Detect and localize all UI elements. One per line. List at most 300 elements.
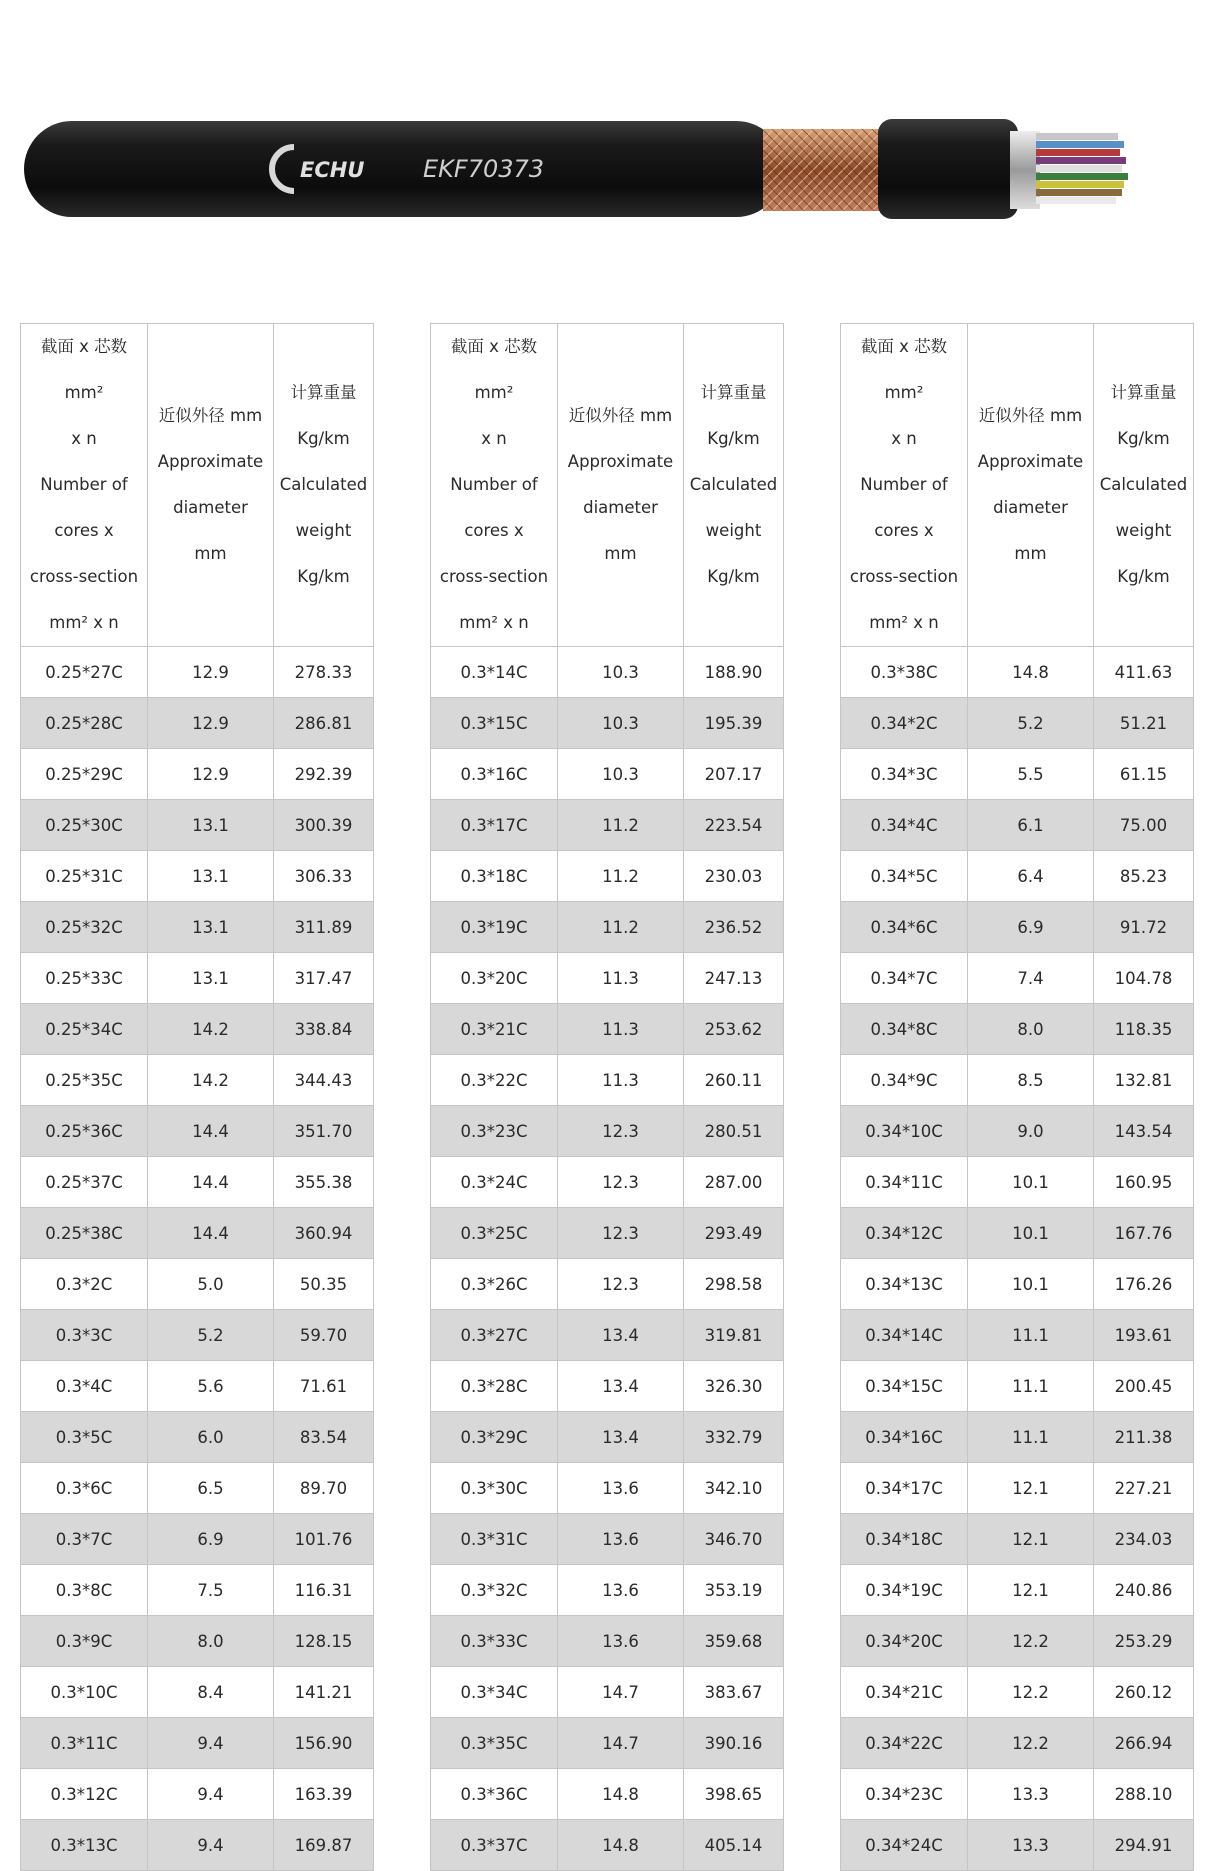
cell-diameter: 14.7 [558,1718,684,1769]
cable-product-image [18,95,1138,245]
header-line: cores x [464,521,524,540]
cell-cross-section: 0.34*19C [841,1565,968,1616]
cell-diameter: 8.5 [968,1055,1094,1106]
header-line: Number of [450,475,538,494]
table-row [21,1820,374,1871]
table-row [841,1412,1194,1463]
cell-cross-section: 0.25*27C [21,647,148,698]
cell-cross-section: 0.34*21C [841,1667,968,1718]
cell-weight: 293.49 [684,1208,784,1259]
table-row [21,1718,374,1769]
cell-weight: 332.79 [684,1412,784,1463]
cell-weight: 101.76 [274,1514,374,1565]
cell-diameter: 12.3 [558,1208,684,1259]
cell-cross-section: 0.3*37C [431,1820,558,1871]
header-line: 计算重量 [290,383,357,402]
cell-weight: 156.90 [274,1718,374,1769]
cell-weight: 353.19 [684,1565,784,1616]
cell-cross-section: 0.3*38C [841,647,968,698]
table-row [431,698,784,749]
cell-diameter: 11.3 [558,1004,684,1055]
table-row [841,1514,1194,1565]
cell-cross-section: 0.34*17C [841,1463,968,1514]
table-row [841,953,1194,1004]
table-row [841,698,1194,749]
cell-weight: 306.33 [274,851,374,902]
cell-weight: 143.54 [1094,1106,1194,1157]
cell-cross-section: 0.34*16C [841,1412,968,1463]
cell-weight: 317.47 [274,953,374,1004]
cell-diameter: 11.3 [558,1055,684,1106]
cell-diameter: 5.5 [968,749,1094,800]
cell-diameter: 10.1 [968,1208,1094,1259]
cell-cross-section: 0.34*20C [841,1616,968,1667]
table-row [431,1004,784,1055]
cell-weight: 132.81 [1094,1055,1194,1106]
cell-diameter: 6.0 [148,1412,274,1463]
cell-diameter: 5.2 [968,698,1094,749]
cell-weight: 167.76 [1094,1208,1194,1259]
cell-weight: 405.14 [684,1820,784,1871]
header-line: 近似外径 mm [568,406,673,425]
header-line: 截面 x 芯数 mm² [40,337,128,402]
cell-cross-section: 0.25*28C [21,698,148,749]
cell-diameter: 14.4 [148,1208,274,1259]
cell-weight: 288.10 [1094,1769,1194,1820]
cell-weight: 234.03 [1094,1514,1194,1565]
cell-cross-section: 0.25*30C [21,800,148,851]
cell-diameter: 11.3 [558,953,684,1004]
cell-diameter: 13.6 [558,1463,684,1514]
cell-cross-section: 0.3*26C [431,1259,558,1310]
header-line: Kg/km [707,429,760,448]
table-header-row [21,324,374,647]
header-diameter [148,324,274,647]
cell-weight: 71.61 [274,1361,374,1412]
cell-weight: 266.94 [1094,1718,1194,1769]
header-cross-section [431,324,558,647]
cell-cross-section: 0.3*34C [431,1667,558,1718]
cell-weight: 411.63 [1094,647,1194,698]
cell-cross-section: 0.34*6C [841,902,968,953]
cell-weight: 118.35 [1094,1004,1194,1055]
table-row [21,1463,374,1514]
svg-text:ECHU: ECHU [300,158,365,182]
cell-cross-section: 0.34*3C [841,749,968,800]
table-row [21,1208,374,1259]
cell-weight: 227.21 [1094,1463,1194,1514]
table-header-row [841,324,1194,647]
cell-cross-section: 0.34*14C [841,1310,968,1361]
cell-cross-section: 0.3*8C [21,1565,148,1616]
cell-cross-section: 0.3*36C [431,1769,558,1820]
cell-cross-section: 0.3*4C [21,1361,148,1412]
table-row [841,1361,1194,1412]
cell-diameter: 13.4 [558,1412,684,1463]
cell-cross-section: 0.3*19C [431,902,558,953]
cell-diameter: 6.4 [968,851,1094,902]
cell-weight: 300.39 [274,800,374,851]
cell-cross-section: 0.34*24C [841,1820,968,1871]
cell-weight: 200.45 [1094,1361,1194,1412]
cell-cross-section: 0.3*30C [431,1463,558,1514]
cell-diameter: 12.2 [968,1718,1094,1769]
cell-diameter: 10.1 [968,1157,1094,1208]
header-line: cross-section [29,567,139,586]
table-row [431,953,784,1004]
cell-weight: 280.51 [684,1106,784,1157]
cell-weight: 253.62 [684,1004,784,1055]
table-row [841,800,1194,851]
header-line: 计算重量 [1110,383,1177,402]
table-row [841,1565,1194,1616]
cell-cross-section: 0.34*12C [841,1208,968,1259]
cell-diameter: 8.4 [148,1667,274,1718]
cell-diameter: 5.6 [148,1361,274,1412]
spec-table-3 [840,323,1194,1871]
table-row [431,1208,784,1259]
table-row [841,1463,1194,1514]
header-line: Approximate [157,452,264,471]
cell-cross-section: 0.3*33C [431,1616,558,1667]
cell-cross-section: 0.3*28C [431,1361,558,1412]
cell-cross-section: 0.34*8C [841,1004,968,1055]
table-row [431,1820,784,1871]
table-row [431,1769,784,1820]
table-row [21,902,374,953]
cell-diameter: 10.3 [558,647,684,698]
cell-cross-section: 0.34*15C [841,1361,968,1412]
cell-weight: 59.70 [274,1310,374,1361]
cell-weight: 390.16 [684,1718,784,1769]
cell-weight: 128.15 [274,1616,374,1667]
table-row [841,1667,1194,1718]
header-cross-section [21,324,148,647]
cell-weight: 240.86 [1094,1565,1194,1616]
cell-cross-section: 0.34*23C [841,1769,968,1820]
header-line: 近似外径 mm [158,406,263,425]
table-row [21,1616,374,1667]
cell-diameter: 5.0 [148,1259,274,1310]
cell-weight: 326.30 [684,1361,784,1412]
cell-diameter: 13.6 [558,1514,684,1565]
table-row [21,1412,374,1463]
cell-diameter: 12.3 [558,1157,684,1208]
table-row [431,1157,784,1208]
cell-weight: 260.11 [684,1055,784,1106]
cell-diameter: 11.1 [968,1361,1094,1412]
table-row [21,1310,374,1361]
header-line: Calculated [689,475,778,494]
cell-weight: 91.72 [1094,902,1194,953]
cell-diameter: 10.1 [968,1259,1094,1310]
cell-weight: 141.21 [274,1667,374,1718]
cell-cross-section: 0.34*9C [841,1055,968,1106]
cell-cross-section: 0.3*21C [431,1004,558,1055]
spec-table-1 [20,323,374,1871]
cell-weight: 344.43 [274,1055,374,1106]
cell-diameter: 8.0 [968,1004,1094,1055]
cell-weight: 351.70 [274,1106,374,1157]
cell-diameter: 13.4 [558,1310,684,1361]
cell-cross-section: 0.25*32C [21,902,148,953]
cell-weight: 193.61 [1094,1310,1194,1361]
cell-cross-section: 0.3*29C [431,1412,558,1463]
header-line: 计算重量 [700,383,767,402]
cell-cross-section: 0.3*6C [21,1463,148,1514]
header-line: 截面 x 芯数 mm² [860,337,948,402]
cell-weight: 253.29 [1094,1616,1194,1667]
header-line: cores x [874,521,934,540]
table-row [431,1055,784,1106]
cell-weight: 292.39 [274,749,374,800]
cell-diameter: 8.0 [148,1616,274,1667]
cell-diameter: 9.4 [148,1769,274,1820]
cell-diameter: 6.5 [148,1463,274,1514]
header-line: Kg/km [1117,429,1170,448]
cell-diameter: 10.3 [558,749,684,800]
header-line: Kg/km [297,567,350,586]
table-row [21,800,374,851]
cell-diameter: 11.2 [558,851,684,902]
cell-weight: 207.17 [684,749,784,800]
cell-weight: 355.38 [274,1157,374,1208]
cell-diameter: 12.9 [148,749,274,800]
cell-weight: 260.12 [1094,1667,1194,1718]
table-row [431,1259,784,1310]
table-row [21,953,374,1004]
model-label: EKF70373 [423,155,545,183]
header-weight [274,324,374,647]
table-row [431,1718,784,1769]
table-row [21,1667,374,1718]
cell-diameter: 6.9 [968,902,1094,953]
table-row [841,1769,1194,1820]
table-header-row [431,324,784,647]
cell-cross-section: 0.3*35C [431,1718,558,1769]
table-row [21,749,374,800]
cell-diameter: 9.4 [148,1820,274,1871]
cell-diameter: 12.3 [558,1259,684,1310]
cell-weight: 211.38 [1094,1412,1194,1463]
cell-cross-section: 0.25*33C [21,953,148,1004]
cell-diameter: 13.4 [558,1361,684,1412]
table-row [431,1667,784,1718]
cell-weight: 188.90 [684,647,784,698]
table-row [841,851,1194,902]
header-line: mm² x n [49,613,119,632]
cell-cross-section: 0.25*36C [21,1106,148,1157]
table-row [21,1565,374,1616]
header-weight [1094,324,1194,647]
cell-diameter: 12.2 [968,1616,1094,1667]
cell-cross-section: 0.3*3C [21,1310,148,1361]
cell-cross-section: 0.3*18C [431,851,558,902]
header-line: Approximate [977,452,1084,471]
table-row [431,851,784,902]
cell-cross-section: 0.3*7C [21,1514,148,1565]
cell-diameter: 13.6 [558,1616,684,1667]
cell-diameter: 6.9 [148,1514,274,1565]
table-row [841,1055,1194,1106]
table-row [431,1565,784,1616]
cell-cross-section: 0.3*22C [431,1055,558,1106]
cell-cross-section: 0.34*13C [841,1259,968,1310]
cell-weight: 104.78 [1094,953,1194,1004]
cell-diameter: 9.0 [968,1106,1094,1157]
header-line: mm [194,544,227,563]
cell-cross-section: 0.3*5C [21,1412,148,1463]
cell-cross-section: 0.3*9C [21,1616,148,1667]
cell-diameter: 11.2 [558,902,684,953]
table-row [841,1004,1194,1055]
cell-diameter: 5.2 [148,1310,274,1361]
header-line: x n [891,429,917,448]
cell-cross-section: 0.3*27C [431,1310,558,1361]
cell-weight: 346.70 [684,1514,784,1565]
cell-cross-section: 0.3*12C [21,1769,148,1820]
header-line: mm [604,544,637,563]
cell-diameter: 14.8 [558,1769,684,1820]
cell-cross-section: 0.25*35C [21,1055,148,1106]
header-line: Kg/km [707,567,760,586]
table-row [841,1310,1194,1361]
table-row [21,1106,374,1157]
cell-diameter: 12.2 [968,1667,1094,1718]
cell-diameter: 13.1 [148,953,274,1004]
cell-weight: 247.13 [684,953,784,1004]
cell-cross-section: 0.34*10C [841,1106,968,1157]
cell-weight: 298.58 [684,1259,784,1310]
table-row [431,902,784,953]
cell-diameter: 14.2 [148,1004,274,1055]
cell-cross-section: 0.25*38C [21,1208,148,1259]
table-row [21,647,374,698]
header-line: 截面 x 芯数 mm² [450,337,538,402]
table-row [841,647,1194,698]
cell-diameter: 12.1 [968,1565,1094,1616]
cell-diameter: 7.5 [148,1565,274,1616]
cell-diameter: 11.1 [968,1412,1094,1463]
cell-weight: 61.15 [1094,749,1194,800]
cell-diameter: 12.9 [148,698,274,749]
cell-diameter: 13.1 [148,851,274,902]
header-line: Kg/km [297,429,350,448]
header-diameter [558,324,684,647]
cell-cross-section: 0.25*29C [21,749,148,800]
header-line: Number of [40,475,128,494]
table-row [21,1157,374,1208]
cell-weight: 75.00 [1094,800,1194,851]
header-line: diameter [583,498,658,517]
header-line: Calculated [1099,475,1188,494]
header-line: mm² x n [869,613,939,632]
cell-weight: 116.31 [274,1565,374,1616]
cell-cross-section: 0.3*15C [431,698,558,749]
cell-diameter: 14.8 [968,647,1094,698]
cell-cross-section: 0.3*32C [431,1565,558,1616]
cell-weight: 360.94 [274,1208,374,1259]
cell-cross-section: 0.34*18C [841,1514,968,1565]
table-row [21,1769,374,1820]
cell-weight: 160.95 [1094,1157,1194,1208]
header-line: cores x [54,521,114,540]
cell-diameter: 13.3 [968,1820,1094,1871]
cell-cross-section: 0.34*7C [841,953,968,1004]
cell-weight: 359.68 [684,1616,784,1667]
table-row [841,1157,1194,1208]
table-row [841,1616,1194,1667]
cell-diameter: 9.4 [148,1718,274,1769]
cell-diameter: 12.3 [558,1106,684,1157]
cell-weight: 287.00 [684,1157,784,1208]
cell-cross-section: 0.3*24C [431,1157,558,1208]
cell-cross-section: 0.3*13C [21,1820,148,1871]
header-line: Calculated [279,475,368,494]
header-diameter [968,324,1094,647]
table-row [431,1361,784,1412]
cell-cross-section: 0.25*37C [21,1157,148,1208]
cell-diameter: 13.1 [148,800,274,851]
cell-cross-section: 0.3*17C [431,800,558,851]
header-line: weight [1115,521,1172,540]
header-line: x n [71,429,97,448]
header-line: weight [295,521,352,540]
cell-weight: 163.39 [274,1769,374,1820]
header-cross-section [841,324,968,647]
cell-weight: 236.52 [684,902,784,953]
table-row [431,647,784,698]
cell-diameter: 14.2 [148,1055,274,1106]
cell-cross-section: 0.25*31C [21,851,148,902]
table-row [841,749,1194,800]
cell-weight: 319.81 [684,1310,784,1361]
cell-weight: 230.03 [684,851,784,902]
header-line: 近似外径 mm [978,406,1083,425]
cell-weight: 51.21 [1094,698,1194,749]
cell-cross-section: 0.3*2C [21,1259,148,1310]
cell-cross-section: 0.3*25C [431,1208,558,1259]
cell-weight: 50.35 [274,1259,374,1310]
header-line: cross-section [439,567,549,586]
table-row [21,1004,374,1055]
cell-weight: 342.10 [684,1463,784,1514]
cell-weight: 278.33 [274,647,374,698]
table-row [21,1055,374,1106]
table-row [841,1259,1194,1310]
cell-weight: 338.84 [274,1004,374,1055]
cell-cross-section: 0.34*4C [841,800,968,851]
cell-cross-section: 0.3*14C [431,647,558,698]
cell-diameter: 12.1 [968,1463,1094,1514]
cell-cross-section: 0.3*16C [431,749,558,800]
cell-diameter: 14.4 [148,1157,274,1208]
table-row [21,1259,374,1310]
cell-cross-section: 0.3*10C [21,1667,148,1718]
header-line: cross-section [849,567,959,586]
cell-diameter: 13.1 [148,902,274,953]
table-row [431,1310,784,1361]
table-row [431,1463,784,1514]
cell-cross-section: 0.3*23C [431,1106,558,1157]
table-row [431,1514,784,1565]
table-row [431,1616,784,1667]
header-line: x n [481,429,507,448]
cell-cross-section: 0.34*22C [841,1718,968,1769]
cell-diameter: 12.1 [968,1514,1094,1565]
table-row [841,1208,1194,1259]
table-row [21,1361,374,1412]
